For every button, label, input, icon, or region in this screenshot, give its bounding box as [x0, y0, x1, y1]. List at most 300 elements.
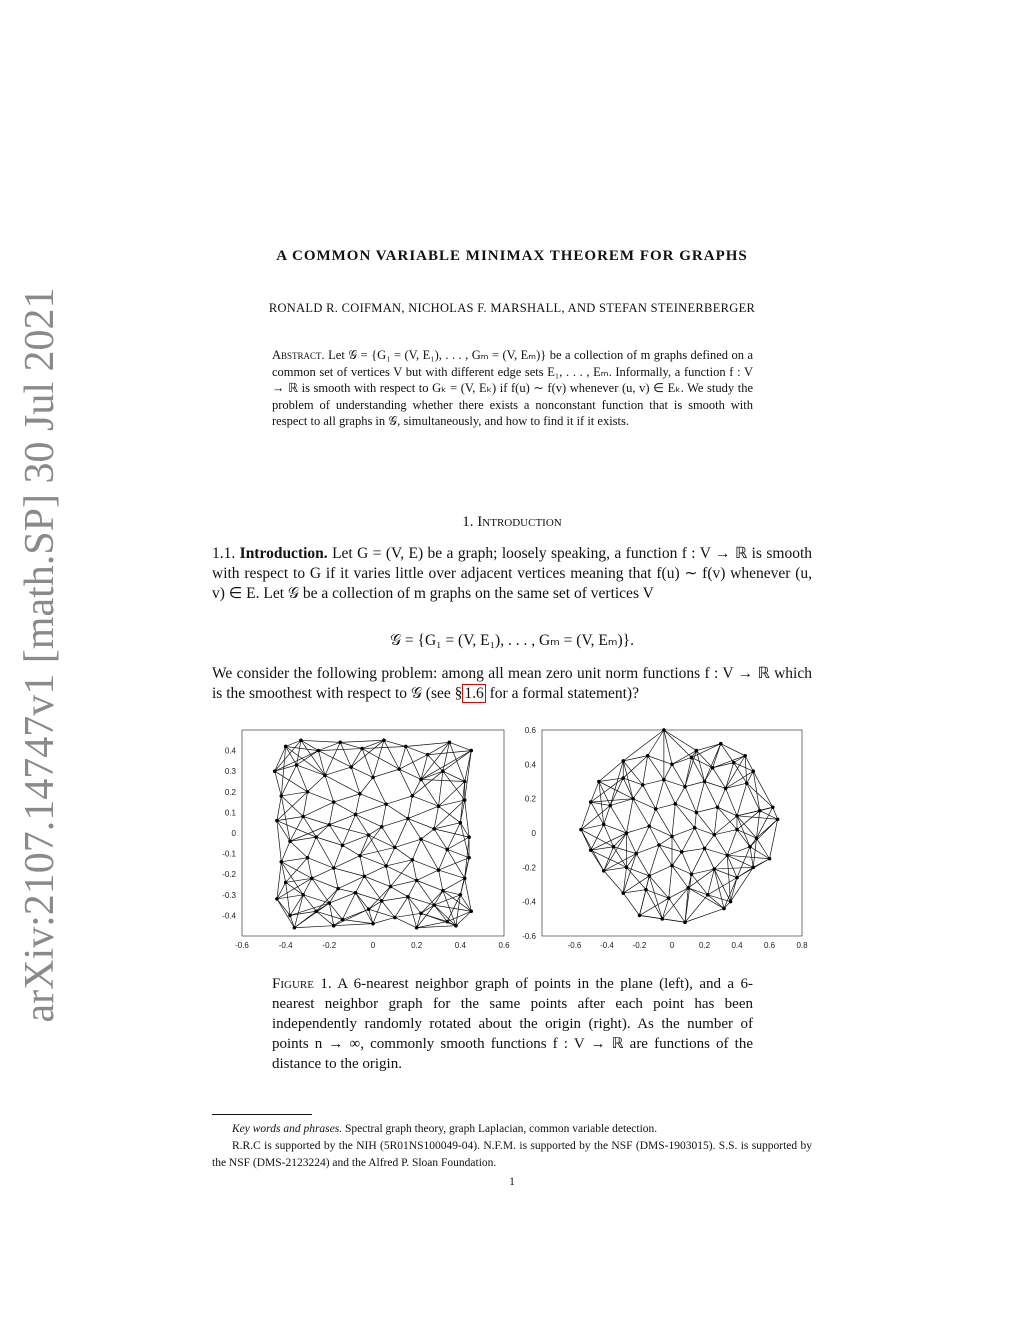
- right-graph-edge: [662, 888, 688, 919]
- left-graph-edge: [301, 740, 325, 775]
- left-graph-edge: [439, 870, 443, 891]
- abstract-label: Abstract.: [272, 348, 325, 362]
- right-graph-edge: [649, 845, 659, 876]
- right-graph-vertex: [631, 797, 635, 801]
- right-graph-edge: [726, 783, 747, 788]
- left-graph-edge: [318, 749, 362, 751]
- left-graph-edge: [308, 837, 317, 858]
- left-graph-vertex: [288, 839, 292, 843]
- left-graph-edge: [369, 835, 386, 866]
- left-graph-vertex: [341, 844, 345, 848]
- left-graph-edge: [281, 858, 307, 862]
- left-graph-edge: [384, 740, 406, 746]
- left-graph-vertex: [332, 866, 336, 870]
- left-graph-edge: [395, 917, 417, 927]
- left-graph-vertex: [293, 926, 297, 930]
- section-heading: 1. Introduction: [462, 514, 562, 530]
- left-graph-vertex: [445, 848, 449, 852]
- left-graph-edge: [342, 920, 373, 924]
- left-graph-vertex: [415, 926, 419, 930]
- right-graph-edge: [714, 807, 717, 834]
- right-graph-edge: [714, 855, 727, 869]
- footnote-rule: [212, 1114, 312, 1115]
- left-graph-vertex: [349, 765, 353, 769]
- right-graph-edge: [648, 756, 672, 765]
- left-graph-vertex: [275, 819, 279, 823]
- left-graph-edge: [360, 856, 386, 866]
- left-graph-vertex: [301, 815, 305, 819]
- right-graph-vertex: [644, 888, 648, 892]
- left-graph-edge: [443, 771, 465, 800]
- left-graph-edge: [399, 746, 406, 769]
- right-graph-vertex: [667, 896, 671, 900]
- display-equation: 𝒢 = {G₁ = (V, E₁), . . . , Gₘ = (V, Eₘ)}.: [390, 632, 634, 649]
- left-graph-edge: [382, 901, 395, 917]
- right-graph-vertex: [670, 835, 674, 839]
- right-graph-edge: [726, 763, 734, 789]
- left-graph-vertex: [306, 790, 310, 794]
- right-graph-edge: [636, 854, 649, 876]
- left-graph-edge: [356, 876, 365, 892]
- left-graph-edge: [408, 897, 417, 928]
- right-graph-edge: [599, 782, 633, 799]
- right-graph-edge: [643, 785, 656, 809]
- left-graph-edge: [421, 829, 434, 839]
- right-graph-vertex: [680, 850, 684, 854]
- left-graph-edge: [290, 841, 307, 857]
- left-graph-vertex: [328, 823, 332, 827]
- left-graph-edge: [395, 897, 408, 918]
- right-graph-vertex: [662, 778, 666, 782]
- right-graph-edge: [659, 836, 672, 845]
- right-graph-vertex: [751, 769, 755, 773]
- intro-text-2b: for a formal statement)?: [485, 685, 639, 702]
- right-graph-edge: [692, 757, 705, 781]
- left-graph-vertex: [404, 745, 408, 749]
- left-graph-edge: [334, 794, 360, 802]
- right-graph-vertex: [670, 864, 674, 868]
- left-graph-vertex: [338, 741, 342, 745]
- right-graph-vertex: [755, 836, 759, 840]
- intro-paragraph-2: [212, 664, 812, 704]
- right-graph-vertex: [621, 759, 625, 763]
- left-graph-edge: [386, 866, 390, 887]
- keywords-text: Spectral graph theory, graph Laplacian, common variable detection.: [344, 1123, 658, 1135]
- right-graph-y-tick-label: 0: [531, 829, 536, 838]
- right-graph-vertex: [621, 776, 625, 780]
- left-graph-edge: [395, 819, 408, 848]
- right-graph-vertex: [686, 886, 690, 890]
- right-graph-edge: [627, 833, 637, 854]
- left-graph-vertex: [467, 835, 471, 839]
- left-graph-edge: [308, 858, 312, 879]
- right-graph-edge: [705, 848, 715, 869]
- left-graph-x-tick-label: 0.4: [454, 941, 466, 950]
- paper-title: A COMMON VARIABLE MINIMAX THEOREM FOR GRAPHS: [276, 248, 748, 264]
- right-graph-vertex: [683, 920, 687, 924]
- right-graph-edge: [649, 866, 672, 876]
- left-graph-vertex: [463, 877, 467, 881]
- left-graph-edge: [340, 742, 362, 748]
- left-graph-vertex: [382, 739, 386, 743]
- left-graph-vertex: [332, 924, 336, 928]
- left-graph-edge: [417, 870, 439, 880]
- left-graph-vertex: [419, 912, 423, 916]
- left-graph-vertex: [358, 854, 362, 858]
- left-graph-vertex: [367, 907, 371, 911]
- left-graph-edge: [395, 913, 421, 917]
- right-graph-vertex: [695, 749, 699, 753]
- caption-label: Figure 1.: [272, 976, 332, 992]
- left-graph-x-tick-label: 0.6: [498, 941, 510, 950]
- right-graph-edge: [664, 764, 672, 779]
- left-graph-edge: [439, 800, 465, 806]
- left-graph-edge: [334, 924, 373, 926]
- figure-right-plot: [512, 726, 807, 956]
- right-graph-vertex: [597, 780, 601, 784]
- left-graph-edge: [338, 889, 355, 893]
- right-graph-x-tick-label: -0.2: [632, 941, 647, 950]
- left-graph-y-tick-label: -0.3: [222, 890, 236, 900]
- left-graph-edge: [412, 860, 438, 870]
- left-graph-vertex: [323, 774, 327, 778]
- right-graph-edge: [745, 756, 747, 783]
- right-graph-edge: [750, 819, 778, 846]
- left-graph-vertex: [328, 901, 332, 905]
- intro-paragraph-1: [212, 544, 812, 604]
- left-graph-edge: [356, 893, 369, 909]
- left-graph-vertex: [469, 749, 473, 753]
- right-graph-vertex: [660, 917, 664, 921]
- left-graph-x-tick-label: -0.6: [235, 941, 249, 950]
- right-graph-x-tick-label: -0.6: [567, 941, 582, 950]
- right-graph-vertex: [683, 785, 687, 789]
- subsection-number: 1.1.: [212, 545, 236, 562]
- left-graph-vertex: [358, 792, 362, 796]
- left-graph-edge: [275, 751, 319, 772]
- right-graph-x-tick-label: 0.8: [796, 941, 808, 950]
- subsection-heading: Introduction.: [239, 545, 328, 562]
- right-graph-vertex: [706, 893, 710, 897]
- abstract-text: Let 𝒢 = {G₁ = (V, E₁), . . . , Gₘ = (V, Eₘ)} be a collection of m graphs defined on a common set of vertices V but with different edge sets E₁, . . . , Eₘ. Informally, a function f : V → ℝ is smooth with respect to Gₖ = (V, Eₖ) if f(u) ∼ f(v) whenever (u, v) ∈ Eₖ. We study the problem of understanding whether there exists a nonconstant function that is smooth with respect to all graphs in 𝒢, simultaneously, and how to find it if it exists.: [272, 348, 753, 429]
- left-graph-vertex: [406, 817, 410, 821]
- left-graph-edge: [308, 792, 334, 802]
- keywords-label: Key words and phrases.: [232, 1123, 343, 1135]
- right-graph-vertex: [722, 907, 726, 911]
- right-graph-edge: [672, 852, 682, 866]
- left-graph-vertex: [280, 794, 284, 798]
- right-graph-vertex: [638, 914, 642, 918]
- right-graph-vertex: [602, 869, 606, 873]
- left-graph-edge: [421, 779, 438, 806]
- right-graph-vertex: [634, 852, 638, 856]
- left-graph-vertex: [367, 833, 371, 837]
- page-number: 1: [509, 1176, 515, 1188]
- right-graph-edge: [627, 826, 650, 833]
- left-graph-y-tick-label: -0.1: [222, 849, 236, 859]
- left-graph-vertex: [380, 899, 384, 903]
- right-graph-edge: [643, 780, 664, 785]
- left-graph-vertex: [284, 745, 288, 749]
- left-graph-x-tick-label: 0: [370, 941, 376, 950]
- left-graph-vertex: [299, 739, 303, 743]
- right-graph-edge: [718, 788, 726, 807]
- right-graph-x-tick-label: 0: [669, 941, 675, 950]
- left-graph-edge: [325, 767, 351, 775]
- left-graph-edge: [297, 740, 301, 765]
- right-graph-vertex: [771, 805, 775, 809]
- left-graph-vertex: [389, 885, 393, 889]
- right-graph-edge: [726, 756, 746, 789]
- left-graph-vertex: [380, 825, 384, 829]
- right-graph-edge: [696, 807, 717, 812]
- right-graph-vertex: [657, 843, 661, 847]
- right-graph-vertex: [670, 763, 674, 767]
- right-graph-edge: [727, 830, 737, 856]
- right-graph-edge: [721, 744, 745, 756]
- right-graph-edge: [714, 869, 724, 908]
- left-graph-edge: [338, 876, 364, 888]
- left-graph-svg: [222, 726, 512, 956]
- left-graph-edge: [439, 782, 465, 807]
- left-graph-edge: [408, 897, 434, 905]
- left-graph-edge: [329, 903, 342, 919]
- left-graph-edge: [399, 769, 421, 779]
- right-graph-edge: [713, 768, 726, 789]
- left-graph-edge: [334, 802, 356, 814]
- right-graph-edge: [614, 833, 627, 847]
- right-graph-vertex: [654, 807, 658, 811]
- left-graph-y-tick-label: -0.4: [222, 911, 236, 921]
- left-graph-vertex: [314, 909, 318, 913]
- right-graph-edge: [705, 744, 721, 782]
- left-graph-edge: [373, 769, 399, 777]
- left-graph-edge: [412, 860, 416, 881]
- right-graph-vertex: [693, 826, 697, 830]
- right-graph-edge: [649, 809, 656, 826]
- left-graph-edge: [294, 926, 333, 928]
- right-graph-vertex: [646, 754, 650, 758]
- left-graph-edge: [395, 839, 421, 847]
- right-graph-y-tick-label: 0.2: [524, 794, 536, 804]
- left-graph-vertex: [393, 916, 397, 920]
- left-graph-edge: [369, 909, 395, 917]
- left-graph-edge: [290, 837, 316, 841]
- paper-authors: RONALD R. COIFMAN, NICHOLAS F. MARSHALL, AND STEFAN STEINERBERGER: [268, 301, 756, 315]
- left-graph-vertex: [301, 893, 305, 897]
- left-graph-edge: [417, 913, 421, 927]
- left-graph-edge: [408, 819, 421, 840]
- left-graph-vertex: [441, 769, 445, 773]
- left-graph-y-tick-label: 0: [231, 829, 236, 838]
- left-graph-edge: [297, 765, 325, 775]
- right-graph-edge: [623, 756, 647, 778]
- arxiv-stamp: [10, 287, 70, 1023]
- right-graph-edge: [656, 780, 664, 809]
- abstract: [272, 347, 753, 430]
- right-graph-edge: [675, 787, 685, 804]
- right-graph-edge: [604, 847, 614, 871]
- right-graph-edge: [656, 804, 676, 809]
- left-graph-edge: [340, 740, 384, 742]
- right-graph-edge: [672, 804, 675, 837]
- left-graph-edge: [362, 740, 384, 748]
- right-graph-y-tick-label: -0.4: [522, 897, 536, 907]
- left-graph-edge: [447, 849, 469, 857]
- left-graph-vertex: [437, 868, 441, 872]
- right-graph-vertex: [716, 805, 720, 809]
- right-graph-vertex: [725, 854, 729, 858]
- left-graph-y-tick-label: 0.2: [224, 787, 236, 797]
- left-graph-edge: [318, 751, 351, 767]
- left-graph-edge: [286, 858, 308, 883]
- left-graph-edge: [364, 866, 386, 876]
- right-graph-edge: [705, 768, 713, 782]
- left-graph-vertex: [288, 914, 292, 918]
- right-graph-vertex: [647, 824, 651, 828]
- left-graph-edge: [390, 860, 412, 887]
- left-graph-edge: [329, 802, 333, 825]
- right-graph-vertex: [735, 828, 739, 832]
- right-graph-edge: [708, 895, 731, 902]
- right-graph-vertex: [745, 781, 749, 785]
- right-graph-vertex: [751, 866, 755, 870]
- left-graph-vertex: [332, 800, 336, 804]
- right-graph-vertex: [608, 804, 612, 808]
- right-graph-edge: [662, 919, 685, 922]
- right-graph-edge: [664, 730, 692, 757]
- left-graph-x-tick-label: -0.2: [322, 941, 337, 950]
- left-graph-y-tick-label: 0.1: [224, 808, 236, 818]
- intro-text-2a: We consider the following problem: among all mean zero unit norm functions f : V → ℝ which is the smoothest with respect to 𝒢 (see §: [212, 665, 812, 702]
- right-graph-edge: [633, 785, 643, 799]
- right-graph-vertex: [579, 828, 583, 832]
- left-graph-edge: [290, 817, 303, 842]
- right-graph-edge: [604, 871, 624, 893]
- left-graph-vertex: [463, 798, 467, 802]
- left-graph-edge: [390, 887, 407, 897]
- left-graph-edge: [373, 917, 395, 923]
- left-graph-edge: [421, 779, 465, 781]
- left-graph-vertex: [437, 804, 441, 808]
- right-graph-edge: [649, 826, 659, 845]
- left-graph-edge: [434, 823, 460, 829]
- left-graph-vertex: [275, 897, 279, 901]
- right-graph-vertex: [612, 845, 616, 849]
- left-graph-edge: [408, 796, 412, 819]
- left-graph-edge: [297, 765, 308, 792]
- right-graph-edge: [750, 847, 770, 859]
- left-graph-edge: [382, 897, 408, 901]
- left-graph-vertex: [284, 881, 288, 885]
- right-graph-edge: [708, 878, 737, 895]
- section-reference-link[interactable]: 1.6: [464, 685, 484, 702]
- right-graph-edge: [692, 848, 705, 874]
- right-graph-vertex: [625, 831, 629, 835]
- left-graph-edge: [434, 829, 447, 850]
- left-graph-vertex: [397, 767, 401, 771]
- right-graph-edge: [682, 828, 695, 852]
- left-graph-edge: [342, 845, 359, 855]
- right-graph-vertex: [768, 857, 772, 861]
- left-graph-vertex: [467, 856, 471, 860]
- right-graph-vertex: [776, 817, 780, 821]
- left-graph-vertex: [362, 874, 366, 878]
- right-graph-edge: [713, 756, 746, 768]
- left-graph-edge: [434, 905, 447, 921]
- left-graph-edge: [386, 796, 412, 804]
- right-graph-vertex: [602, 823, 606, 827]
- right-graph-vertex: [712, 867, 716, 871]
- left-graph-vertex: [411, 794, 415, 798]
- left-graph-edge: [351, 749, 362, 768]
- right-graph-vertex: [589, 848, 593, 852]
- right-graph-vertex: [729, 900, 733, 904]
- right-graph-vertex: [641, 783, 645, 787]
- left-graph-edge: [395, 847, 412, 859]
- right-graph-vertex: [690, 756, 694, 760]
- left-graph-vertex: [371, 922, 375, 926]
- right-graph-vertex: [735, 814, 739, 818]
- right-graph-edge: [745, 756, 753, 771]
- left-graph-edge: [303, 895, 316, 911]
- left-graph-vertex: [354, 813, 358, 817]
- left-graph-vertex: [393, 846, 397, 850]
- left-graph-vertex: [384, 864, 388, 868]
- right-graph-y-tick-label: 0.4: [524, 760, 536, 770]
- right-graph-edge: [664, 730, 672, 764]
- footnote-support: R.R.C is supported by the NIH (5R01NS100049-04). N.F.M. is supported by the NSF (DMS-1903015). S.S. is supported by the NSF (DMS-2123224) and the Alfred P. Sloan Foundation.: [212, 1140, 812, 1169]
- right-graph-y-tick-label: -0.6: [522, 932, 536, 941]
- caption-text: A 6-nearest neighbor graph of points in the plane (left), and a 6-nearest neighbor graph for the same points after each point has been independently randomly rotated about the origin (right). As the number of points n → ∞, commonly smooth functions f : V → ℝ are functions of the distance to the origin.: [272, 976, 753, 1072]
- left-graph-edge: [362, 746, 406, 748]
- left-graph-edge: [340, 742, 351, 767]
- left-graph-edge: [286, 746, 297, 765]
- right-graph-edge: [685, 757, 692, 786]
- left-graph-edge: [290, 895, 303, 916]
- left-graph-edge: [360, 856, 364, 877]
- left-graph-x-tick-label: 0.2: [411, 941, 423, 950]
- left-graph-edge: [334, 868, 365, 876]
- left-graph-edge: [369, 827, 382, 835]
- left-graph-y-tick-label: -0.2: [222, 870, 236, 880]
- right-graph-edge: [648, 730, 664, 756]
- right-graph-edge: [627, 854, 637, 868]
- left-graph-edge: [408, 806, 439, 818]
- right-graph-edge: [664, 730, 697, 751]
- right-graph-edge: [643, 756, 648, 785]
- right-graph-edge: [708, 895, 724, 909]
- right-graph-edge: [664, 780, 675, 804]
- left-graph-vertex: [432, 903, 436, 907]
- left-graph-edge: [421, 839, 447, 849]
- right-graph-edge: [757, 838, 770, 859]
- right-graph-vertex: [621, 891, 625, 895]
- left-graph-edge: [408, 880, 417, 896]
- left-graph-edge: [412, 771, 443, 796]
- left-graph-edge: [277, 899, 294, 928]
- right-graph-vertex: [724, 787, 728, 791]
- left-graph-vertex: [432, 827, 436, 831]
- right-graph-edge: [640, 876, 650, 915]
- left-graph-edge: [399, 769, 412, 796]
- intro-text-1: Let G = (V, E) be a graph; loosely speaking, a function f : V → ℝ is smooth with respect to G if it varies little over adjacent vertices meaning that f(u) ∼ f(v) whenever (u, v) ∈ E. Let 𝒢 be a collection of m graphs on the same set of vertices V: [212, 545, 813, 602]
- left-graph-edge: [277, 862, 281, 899]
- left-graph-edge: [316, 825, 329, 837]
- left-graph-edge: [303, 802, 334, 816]
- right-graph-edge: [649, 876, 662, 919]
- left-graph-vertex: [415, 879, 419, 883]
